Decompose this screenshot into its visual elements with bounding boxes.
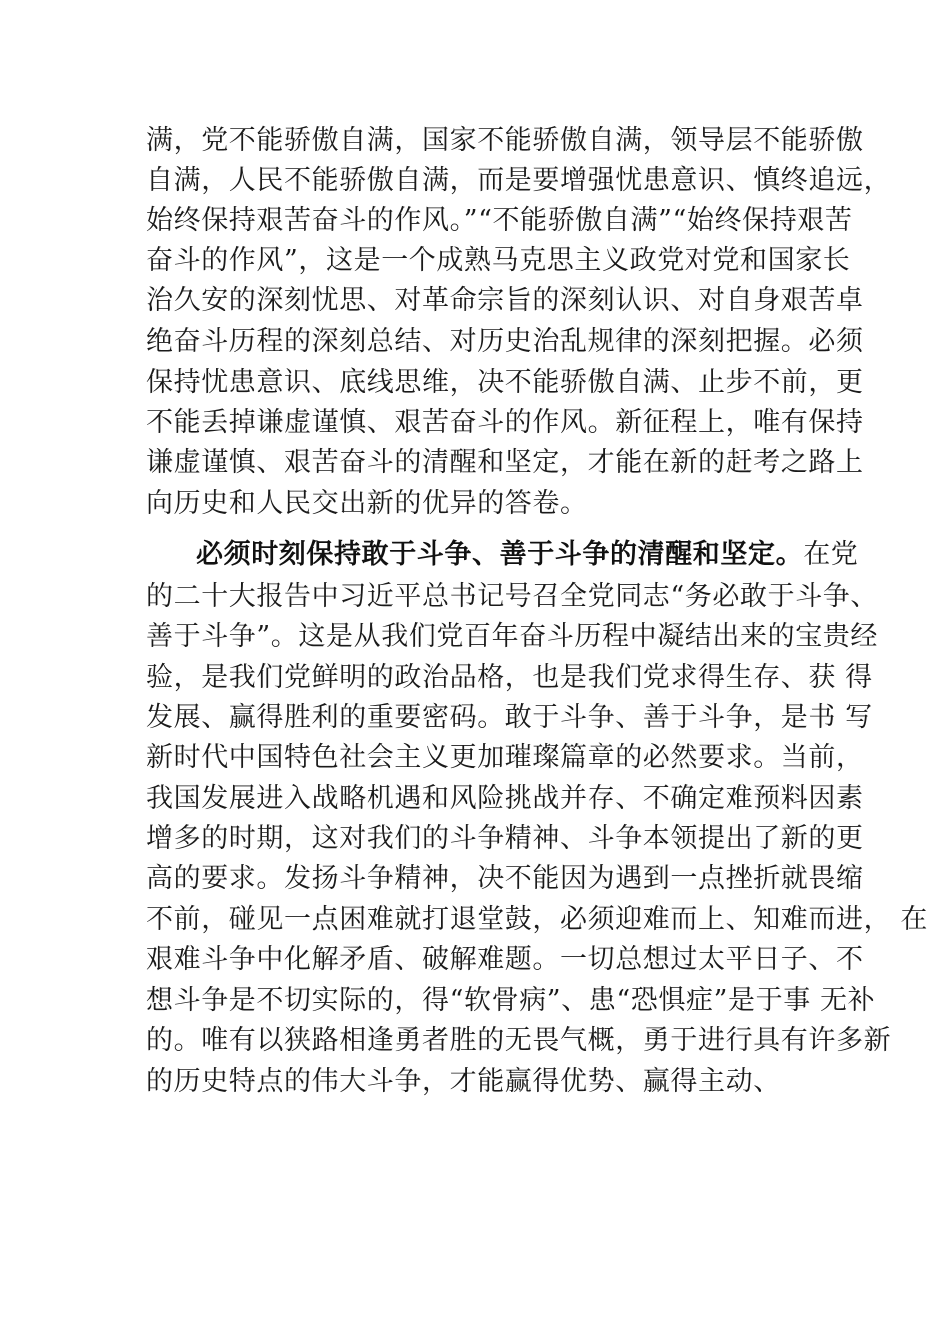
- paragraph-2-line-6: 新时代中国特色社会主义更加璀璨篇章的必然要求。当前，: [146, 742, 864, 773]
- paragraph-2-line-2: 的二十大报告中习近平总书记号召全党同志“务必敢于斗争、: [146, 581, 879, 612]
- section-heading: 必须时刻保持敢于斗争、善于斗争的清醒和坚定。: [196, 539, 804, 570]
- paragraph-2-line-7: 我国发展进入战略机遇和风险挑战并存、不确定难预料因素: [146, 783, 864, 814]
- paragraph-2-line-10: 不前，碰见一点困难就打退堂鼓，必须迎难而上、知难而进， 在: [146, 904, 928, 935]
- paragraph-1-line-2: 自满，人民不能骄傲自满，而是要增强忧患意识、慎终追远，: [146, 165, 892, 196]
- paragraph-2-line-13: 的。唯有以狭路相逢勇者胜的无畏气概，勇于进行具有许多新: [146, 1025, 892, 1056]
- paragraph-2-line-11: 艰难斗争中化解矛盾、破解难题。一切总想过太平日子、不: [146, 944, 864, 975]
- paragraph-2-line-5: 发展、赢得胜利的重要密码。敢于斗争、善于斗争，是书 写: [146, 702, 873, 733]
- paragraph-2-line-8: 增多的时期，这对我们的斗争精神、斗争本领提出了新的更: [146, 823, 864, 854]
- paragraph-2-line-9: 高的要求。发扬斗争精神，决不能因为遇到一点挫折就畏缩: [146, 863, 864, 894]
- paragraph-1-line-7: 保持忧患意识、底线思维，决不能骄傲自满、止步不前，更: [146, 367, 864, 398]
- paragraph-2-line-12: 想斗争是不切实际的，得“软骨病”、患“恐惧症”是于事 无补: [146, 985, 876, 1016]
- paragraph-2-line-4: 验，是我们党鲜明的政治品格，也是我们党求得生存、获 得: [146, 662, 873, 693]
- section-heading-tail: 在党: [803, 539, 859, 570]
- paragraph-1-line-8: 不能丢掉谦虚谨慎、艰苦奋斗的作风。新征程上，唯有保持: [146, 407, 864, 438]
- paragraph-1-line-3: 始终保持艰苦奋斗的作风。”“不能骄傲自满”“始终保持艰苦: [146, 205, 853, 236]
- paragraph-2-first-line: [196, 538, 858, 572]
- paragraph-1-line-10: 向历史和人民交出新的优异的答卷。: [146, 488, 588, 519]
- paragraph-2-line-3: 善于斗争”。这是从我们党百年奋斗历程中凝结出来的宝贵经: [146, 621, 879, 652]
- paragraph-1-line-5: 治久安的深刻忧思、对革命宗旨的深刻认识、对自身艰苦卓: [146, 285, 864, 316]
- paragraph-1-line-9: 谦虚谨慎、艰苦奋斗的清醒和坚定，才能在新的赶考之路上: [146, 447, 864, 478]
- paragraph-1-line-6: 绝奋斗历程的深刻总结、对历史治乱规律的深刻把握。必须: [146, 326, 864, 357]
- paragraph-1-line-4: 奋斗的作风”，这是一个成熟马克思主义政党对党和国家长: [146, 245, 851, 276]
- paragraph-2-line-14: 的历史特点的伟大斗争，才能赢得优势、赢得主动、: [146, 1066, 781, 1097]
- paragraph-1-line-1: 满，党不能骄傲自满，国家不能骄傲自满，领导层不能骄傲: [146, 125, 864, 156]
